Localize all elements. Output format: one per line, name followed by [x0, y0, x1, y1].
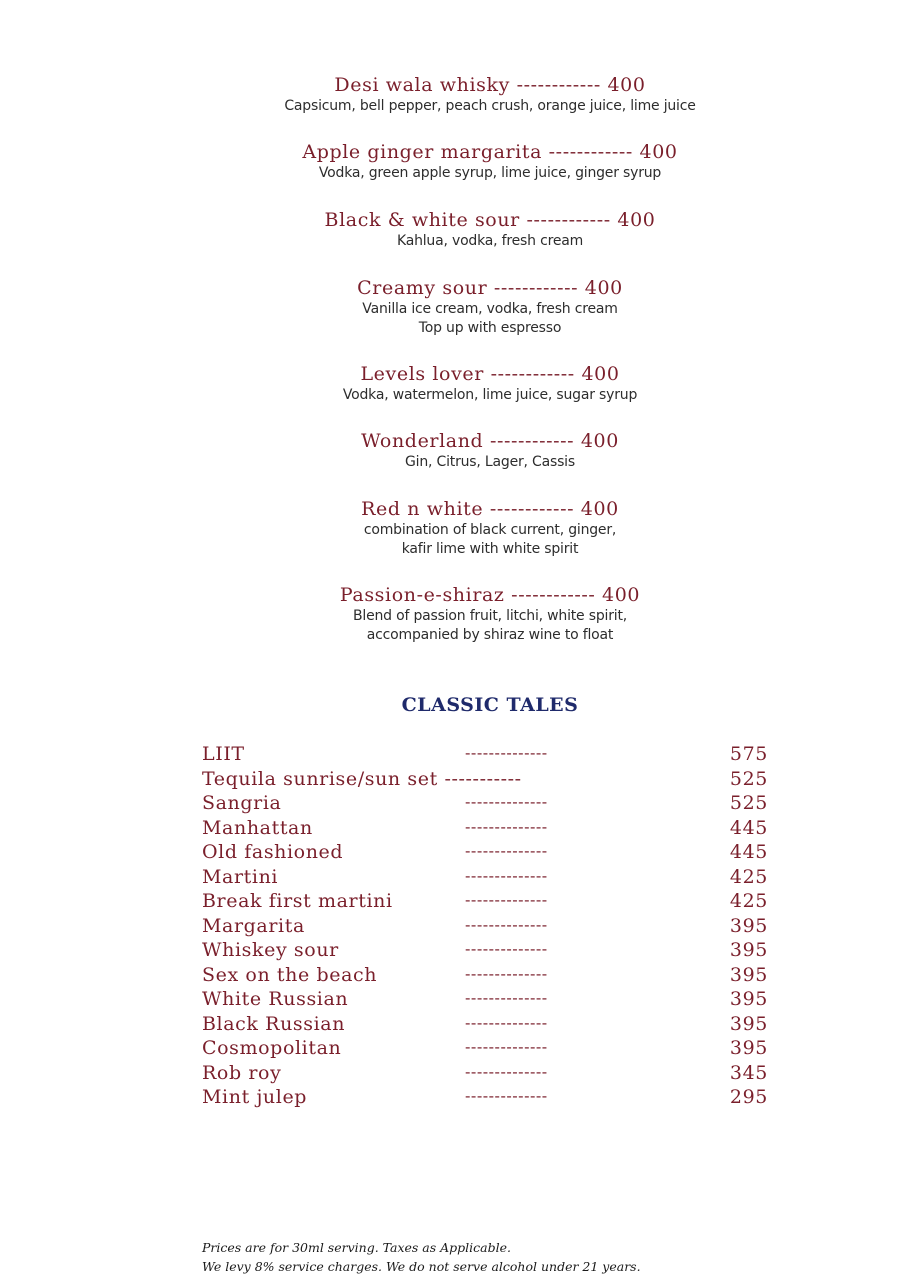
classic-tales-list	[202, 743, 768, 1111]
item-price: 395	[729, 1037, 768, 1059]
list-item	[202, 1086, 768, 1111]
item-description: combination of black current, ginger,	[363, 522, 617, 538]
item-description: Top up with espresso	[418, 320, 562, 336]
item-name: Whiskey sour	[202, 939, 339, 961]
item-title: Levels lover ------------ 400	[360, 363, 620, 385]
dash-leader: --------------	[465, 1061, 548, 1081]
dash-leader: --------------	[465, 841, 548, 860]
item-name: Rob roy	[202, 1061, 282, 1084]
item-price: 525	[729, 792, 768, 814]
item-title: Black & white sour ------------ 400	[324, 209, 656, 231]
dash-leader: --------------	[465, 743, 548, 762]
signature-item-passion-e-shiraz	[0, 583, 905, 645]
dash-leader: --------------	[465, 988, 548, 1007]
item-title: Red n white ------------ 400	[361, 498, 619, 520]
item-name: Mint julep	[202, 1086, 308, 1108]
dash-leader: --------------	[465, 890, 548, 909]
item-description: Vodka, watermelon, lime juice, sugar syrup	[342, 387, 638, 403]
item-description: Vanilla ice cream, vodka, fresh cream	[362, 301, 618, 317]
footer-note	[202, 1238, 641, 1276]
item-title: Passion-e-shiraz ------------ 400	[339, 584, 641, 606]
signature-item-wonderland	[0, 429, 905, 472]
item-description: Vodka, green apple syrup, lime juice, ginger syrup	[318, 165, 662, 181]
item-name: Sangria	[202, 792, 282, 814]
dash-leader: --------------	[465, 914, 548, 934]
dash-leader: --------------	[465, 816, 548, 836]
item-name: Manhattan	[202, 816, 313, 839]
item-name: Old fashioned	[202, 841, 344, 863]
item-price: 575	[729, 743, 768, 765]
list-item	[202, 1037, 768, 1062]
list-item	[202, 1062, 768, 1087]
list-item	[202, 915, 768, 940]
list-item	[202, 817, 768, 842]
item-description: kafir lime with white spirit	[401, 541, 579, 557]
item-price: 445	[729, 816, 768, 839]
item-title: Desi wala whisky ------------ 400	[334, 74, 646, 96]
dash-leader: --------------	[465, 963, 548, 983]
item-price: 445	[729, 841, 768, 863]
item-name: Break first martini	[202, 890, 393, 912]
signature-item-creamy-sour	[0, 276, 905, 338]
signature-item-red-n-white	[0, 497, 905, 559]
section-title-classic-tales: CLASSIC TALES	[401, 694, 579, 716]
dash-leader: --------------	[465, 1037, 548, 1056]
footer-line-service: We levy 8% service charges. We do not serve alcohol under 21 years.	[202, 1259, 641, 1274]
dash-leader: --------------	[465, 939, 548, 958]
item-price: 395	[729, 1012, 768, 1035]
footer-line-pricing: Prices are for 30ml serving. Taxes as Applicable.	[202, 1240, 511, 1255]
list-item	[202, 1013, 768, 1038]
item-description: Kahlua, vodka, fresh cream	[396, 233, 584, 249]
item-price: 295	[729, 1086, 768, 1108]
item-name: Margarita	[202, 914, 305, 937]
item-title: Apple ginger margarita ------------ 400	[302, 141, 678, 163]
item-description: accompanied by shiraz wine to float	[366, 627, 614, 643]
list-item	[202, 988, 768, 1013]
list-item	[202, 890, 768, 915]
dash-leader: --------------	[465, 865, 548, 885]
list-item	[202, 866, 768, 891]
item-title: Wonderland ------------ 400	[361, 430, 619, 452]
item-description: Blend of passion fruit, litchi, white spirit,	[353, 608, 627, 624]
item-name: Cosmopolitan	[202, 1037, 342, 1059]
item-name: Martini	[202, 865, 279, 888]
dash-leader: --------------	[465, 1086, 548, 1105]
item-name: Black Russian	[202, 1012, 346, 1035]
item-description: Capsicum, bell pepper, peach crush, orange juice, lime juice	[284, 98, 696, 114]
item-title: Creamy sour ------------ 400	[357, 277, 623, 299]
item-name: Sex on the beach	[202, 963, 378, 986]
item-name: LIIT	[202, 743, 245, 765]
dash-leader: --------------	[465, 792, 548, 811]
item-price: 425	[729, 890, 768, 912]
signature-item-black-white-sour	[0, 208, 905, 251]
item-price: 345	[729, 1061, 768, 1084]
item-price: 395	[729, 963, 768, 986]
list-item	[202, 768, 768, 793]
signature-item-apple-ginger-margarita	[0, 140, 905, 183]
list-item	[202, 964, 768, 989]
signature-item-levels-lover	[0, 362, 905, 405]
dash-leader: --------------	[465, 1012, 548, 1032]
item-description: Gin, Citrus, Lager, Cassis	[405, 454, 575, 470]
item-price: 525	[729, 767, 768, 790]
list-item	[202, 939, 768, 964]
item-name: White Russian	[202, 988, 349, 1010]
list-item	[202, 792, 768, 817]
item-price: 425	[729, 865, 768, 888]
list-item	[202, 743, 768, 768]
list-item	[202, 841, 768, 866]
item-price: 395	[729, 939, 768, 961]
signature-item-desi-wala-whisky	[0, 73, 905, 116]
item-price: 395	[729, 914, 768, 937]
item-price: 395	[729, 988, 768, 1010]
item-name: Tequila sunrise/sun set -----------	[202, 767, 522, 790]
